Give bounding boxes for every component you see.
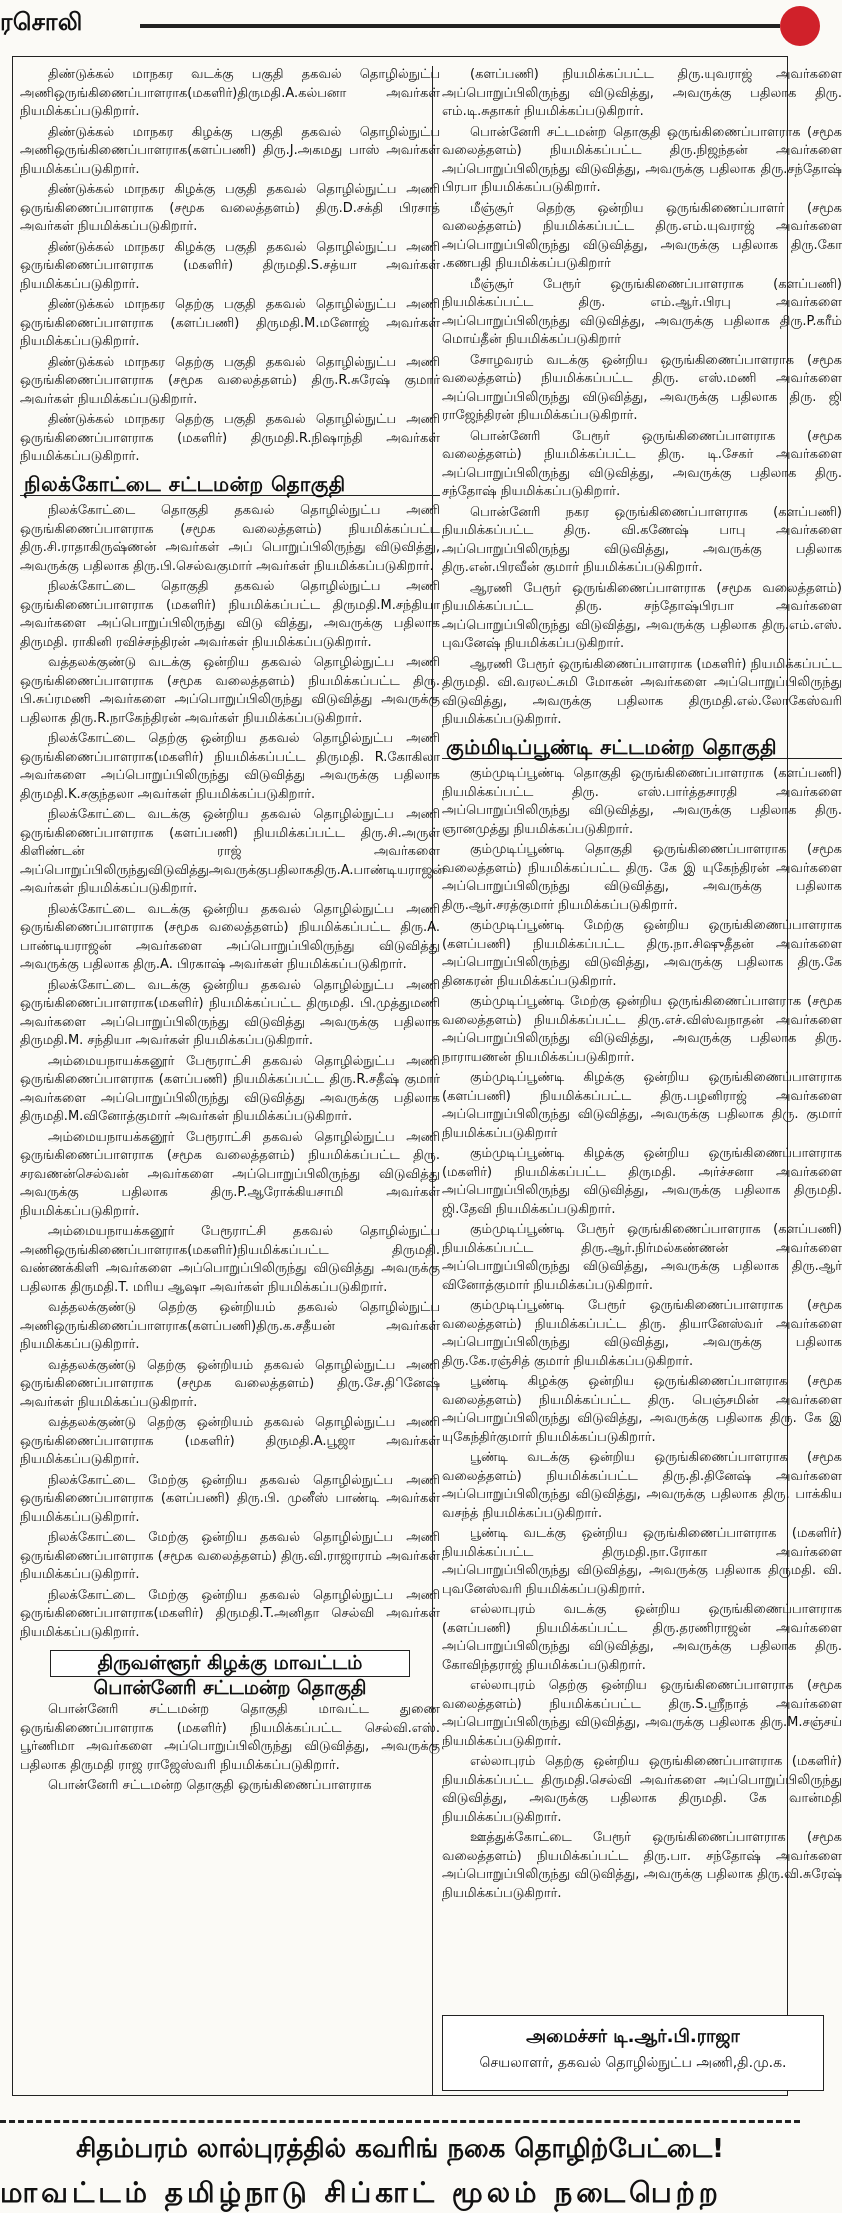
announcement-paragraph: ஊத்துக்கோட்டை பேரூர் ஒருங்கிணைப்பாளராக (சமூக வலைத்தளம்) நியமிக்கப்பட்ட திரு.பா. சந்தோஷ் அவர்களை அப்பொறுப்பிலிருந்து விடுவித்து, அவருக்கு பதிலாக திரு.வி.சுரேஷ் நியமிக்கப்படுகிறார். — [442, 1830, 842, 1901]
announcement-paragraph: கும்முடிப்பூண்டி கிழக்கு ஒன்றிய ஒருங்கிணைப்பாளராக (மகளிர்) நியமிக்கப்பட்ட திருமதி. அர்ச்சனா அவர்களை அப்பொறுப்பிலிருந்து விடுவித்து, அவருக்கு பதிலாக திருமதி. ஜி.தேவி நியமிக்கப்படுகிறார். — [442, 1146, 842, 1217]
announcement-paragraph: பொன்னேரி பேரூர் ஒருங்கிணைப்பாளராக (சமூக வலைத்தளம்) நியமிக்கப்பட்ட திரு. டி.சேகர் அவர்களை அப்பொறுப்பிலிருந்து விடுவித்து, அவருக்கு பதிலாக திரு. சந்தோஷ் நியமிக்கப்படுகிறார். — [442, 428, 842, 499]
announcement-paragraph: ஆரணி பேரூர் ஒருங்கிணைப்பாளராக (மகளிர்) நியமிக்கப்பட்ட திருமதி. வி.வரலட்சுமி மோகன் அவர்களை அப்பொறுப்பிலிருந்து விடுவித்து, அவருக்கு பதிலாக திருமதி.எல்.லோகேஸ்வரி நியமிக்கப்படுகிறார். — [442, 656, 842, 727]
announcement-paragraph: (களப்பணி) நியமிக்கப்பட்ட திரு.யுவராஜ் அவர்களை அப்பொறுப்பிலிருந்து விடுவித்து, அவருக்கு பதிலாக திரு. எம்.டி.சுதாகர் நியமிக்கப்படுகிறார். — [442, 67, 842, 119]
announcement-paragraph: மீஞ்சூர் பேரூர் ஒருங்கிணைப்பாளராக (களப்பணி) நியமிக்கப்பட்ட திரு. எம்.ஆர்.பிரபு அவர்களை அப்பொறுப்பிலிருந்து விடுவித்து, அவருக்கு பதிலாக திரு.P.கரீம் மொய்தீன் நியமிக்கப்படுகிறார் — [442, 276, 842, 347]
cut-off-headline: மாவட்டம் தமிழ்நாடு சிப்காட் மூலம் நடைபெற்ற — [0, 2176, 722, 2209]
announcement-paragraph: திண்டுக்கல் மாநகர தெற்கு பகுதி தகவல் தொழில்நுட்ப அணி ஒருங்கிணைப்பாளராக (களப்பணி) திருமதி.M.மனோஜ் அவர்கள் நியமிக்கப்படுகிறார். — [20, 297, 440, 349]
announcement-paragraph: திண்டுக்கல் மாநகர தெற்கு பகுதி தகவல் தொழில்நுட்ப அணி ஒருங்கிணைப்பாளராக (மகளிர்) திருமதி.R.நிஷாந்தி அவர்கள் நியமிக்கப்படுகிறார். — [20, 412, 440, 464]
announcement-paragraph: எல்லாபுரம் வடக்கு ஒன்றிய ஒருங்கிணைப்பாளராக (களப்பணி) நியமிக்கப்பட்ட திரு.தரணிராஜன் அவர்களை அப்பொறுப்பிலிருந்து விடுவித்து, அவருக்கு பதிலாக திரு. கோவிந்தராஜ் நியமிக்கப்படுகிறார். — [442, 1602, 842, 1673]
announcement-paragraph: நிலக்கோட்டை வடக்கு ஒன்றிய தகவல் தொழில்நுட்ப அணி ஒருங்கிணைப்பாளராக(மகளிர்) நியமிக்கப்பட்ட திருமதி. பி.முத்துமணி அவர்களை அப்பொறுப்பிலிருந்து விடுவித்து அவருக்கு பதிலாக திருமதி.M. சந்தியா அவர்கள் நியமிக்கப்படுகிறார். — [20, 977, 440, 1048]
announcement-paragraph: நிலக்கோட்டை வடக்கு ஒன்றிய தகவல் தொழில்நுட்ப அணி ஒருங்கிணைப்பாளராக (சமூக வலைத்தளம்) நியமிக்கப்பட்ட திரு.A. பாண்டியராஜன் அவர்களை அப்பொறுப்பிலிருந்து விடுவித்து அவருக்கு பதிலாக திரு.A. பிரகாஷ் அவர்கள் நியமிக்கப்படுகிறார். — [20, 901, 440, 972]
header-rule — [140, 24, 780, 28]
announcement-paragraph: கும்முடிப்பூண்டி மேற்கு ஒன்றிய ஒருங்கிணைப்பாளராக (களப்பணி) நியமிக்கப்பட்ட திரு.நா.சிஷுதீதன் அவர்களை அப்பொறுப்பிலிருந்து விடுவித்து, அவருக்கு பதிலாக திரு.கே தினகரன் நியமிக்கப்படுகிறார். — [442, 918, 842, 989]
right-top-paragraphs — [442, 66, 842, 730]
nilakottai-paragraphs — [20, 502, 445, 1642]
announcement-paragraph: நிலக்கோட்டை மேற்கு ஒன்றிய தகவல் தொழில்நுட்ப அணி ஒருங்கிணைப்பாளராக(மகளிர்) திருமதி.T.அனிதா செல்வி அவர்கள் நியமிக்கப்படுகிறார். — [20, 1587, 440, 1640]
constituency-heading-ponneri: பொன்னேரி சட்டமன்ற தொகுதி — [93, 1676, 367, 1699]
announcement-paragraph: அம்மையநாயக்கனூர் பேரூராட்சி தகவல் தொழில்நுட்ப அணி ஒருங்கிணைப்பாளராக (களப்பணி) நியமிக்கப்பட்ட திரு.R.சதீஷ் குமார் அவர்களை அப்பொறுப்பிலிருந்து விடுவித்து அவருக்கு பதிலாக திருமதி.M.வினோத்குமார் அவர்கள் நியமிக்கப்படுகிறார். — [20, 1053, 440, 1124]
announcement-paragraph: திண்டுக்கல் மாநகர தெற்கு பகுதி தகவல் தொழில்நுட்ப அணி ஒருங்கிணைப்பாளராக (சமூக வலைத்தளம்) திரு.R.சுரேஷ் குமார் அவர்கள் நியமிக்கப்படுகிறார். — [20, 354, 440, 407]
announcement-paragraph: எல்லாபுரம் தெற்கு ஒன்றிய ஒருங்கிணைப்பாளராக (சமூக வலைத்தளம்) நியமிக்கப்பட்ட திரு.S.ஸ்ரீநாத் அவர்களை அப்பொறுப்பிலிருந்து விடுவித்து, அவருக்கு பதிலாக திரு.M.சஞ்சய் நியமிக்கப்படுகிறார். — [442, 1678, 842, 1749]
gummidipoondi-paragraphs — [442, 765, 842, 1903]
announcement-paragraph: பூண்டி வடக்கு ஒன்றிய ஒருங்கிணைப்பாளராக (சமூக வலைத்தளம்) நியமிக்கப்பட்ட திரு.தி.தினேஷ் அவர்களை அப்பொறுப்பிலிருந்து விடுவித்து, அவருக்கு பதிலாக திரு. பாக்கிய வசந்த் நியமிக்கப்படுகிறார். — [442, 1450, 842, 1521]
announcement-paragraph: நிலக்கோட்டை தொகுதி தகவல் தொழில்நுட்ப அணி ஒருங்கிணைப்பாளராக (சமூக வலைத்தளம்) நியமிக்கப்பட்ட திரு.சி.ராதாகிருஷ்ணன் அவர்கள் அப் பொறுப்பிலிருந்து விடுவித்து, அவருக்கு பதிலாக திரு.பி.செல்வகுமார் அவர்கள் நியமிக்கப்படுகிறார். — [20, 503, 440, 574]
announcement-paragraph: பொன்னேரி நகர ஒருங்கிணைப்பாளராக (களப்பணி) நியமிக்கப்பட்ட திரு. வி.கணேஷ் பாபு அவர்களை அப்பொறுப்பிலிருந்து விடுவித்து, அவருக்கு பதிலாக திரு.என்.பிரவீன் குமார் நியமிக்கப்படுகிறார். — [442, 504, 842, 575]
left-top-paragraphs — [20, 66, 440, 467]
announcement-paragraph: வத்தலக்குண்டு தெற்கு ஒன்றியம் தகவல் தொழில்நுட்ப அணிஒருங்கிணைப்பாளராக(களப்பணி)திரு.க.சதீயன் அவர்கள் நியமிக்கப்படுகிறார். — [20, 1300, 440, 1352]
section-heading-gummidipoondi: கும்மிடிப்பூண்டி சட்டமன்ற தொகுதி — [442, 736, 842, 760]
announcement-paragraph: திண்டுக்கல் மாநகர கிழக்கு பகுதி தகவல் தொழில்நுட்ப அணிஒருங்கிணைப்பாளராக(களப்பணி) திரு.J.அகமது பாஸ் அவர்கள் நியமிக்கப்படுகிறார். — [20, 124, 440, 177]
announcement-paragraph: நிலக்கோட்டை வடக்கு ஒன்றிய தகவல் தொழில்நுட்ப அணி ஒருங்கிணைப்பாளராக (களப்பணி) நியமிக்கப்பட்ட திரு.சி.அருள் கிளிண்டன் ராஜ் அவர்களை அப்பொறுப்பிலிருந்துவிடுவித்துஅவருக்குபதிலாகதிரு.A.பாண்டியராஜன் அவர்கள் நியமிக்கப்படுகிறார். — [20, 807, 445, 896]
announcement-paragraph: கும்முடிப்பூண்டி தொகுதி ஒருங்கிணைப்பாளராக (களப்பணி) நியமிக்கப்பட்ட திரு. எஸ்.பார்த்தசாரதி அவர்களை அப்பொறுப்பிலிருந்து விடுவித்து, அவருக்கு பதிலாக திரு. ஞானமுத்து நியமிக்கப்படுகிறார். — [442, 766, 842, 837]
announcement-paragraph: வத்தலக்குண்டு தெற்கு ஒன்றியம் தகவல் தொழில்நுட்ப அணி ஒருங்கிணைப்பாளராக (மகளிர்) திருமதி.A.பூஜா அவர்கள் நியமிக்கப்படுகிறார். — [20, 1415, 440, 1467]
announcement-paragraph: நிலக்கோட்டை மேற்கு ஒன்றிய தகவல் தொழில்நுட்ப அணி ஒருங்கிணைப்பாளராக (களப்பணி) திரு.பி. முனீஸ் பாண்டி அவர்கள் நியமிக்கப்படுகிறார். — [20, 1472, 440, 1525]
announcement-paragraph: எல்லாபுரம் தெற்கு ஒன்றிய ஒருங்கிணைப்பாளராக (மகளிர்) நியமிக்கப்பட்ட திருமதி.செல்வி அவர்களை அப்பொறுப்பிலிருந்து விடுவித்து, அவருக்கு பதிலாக திருமதி. கே வான்மதி நியமிக்கப்படுகிறார். — [442, 1754, 842, 1825]
announcement-paragraph: பொன்னேரி சட்டமன்ற தொகுதி ஒருங்கிணைப்பாளராக (சமூக வலைத்தளம்) நியமிக்கப்பட்ட திரு.நிஜந்தன் அவர்களை அப்பொறுப்பிலிருந்து விடுவித்து, அவருக்கு பதிலாக திரு.சந்தோஷ் பிரபா நியமிக்கப்படுகிறார். — [442, 124, 842, 195]
announcement-paragraph: சோழவரம் வடக்கு ஒன்றிய ஒருங்கிணைப்பாளராக (சமூக வலைத்தளம்) நியமிக்கப்பட்ட திரு. எஸ்.மணி அவர்களை அப்பொறுப்பிலிருந்து விடுவித்து, அவருக்கு பதிலாக திரு. ஜி ராஜேந்திரன் நியமிக்கப்படுகிறார். — [442, 352, 842, 423]
announcement-paragraph: மீஞ்சூர் தெற்கு ஒன்றிய ஒருங்கிணைப்பாளர் (சமூக வலைத்தளம்) நியமிக்கப்பட்ட திரு.எம்.யுவராஜ் அவர்களை அப்பொறுப்பிலிருந்து விடுவித்து, அவருக்கு பதிலாக திரு.கோ .கணபதி நியமிக்கப்படுகிறார் — [442, 200, 842, 271]
right-column — [442, 66, 842, 2091]
announcement-paragraph: ஆரணி பேரூர் ஒருங்கிணைப்பாளராக (சமூக வலைத்தளம்) நியமிக்கப்பட்ட திரு. சந்தோஷ்பிரபா அவர்களை அப்பொறுப்பிலிருந்து விடுவித்து, அவருக்கு பதிலாக திரு.எம்.எஸ். புவனேஷ் நியமிக்கப்படுகிறார். — [442, 580, 842, 651]
announcement-paragraph: திண்டுக்கல் மாநகர வடக்கு பகுதி தகவல் தொழில்நுட்ப அணிஒருங்கிணைப்பாளராக(மகளிர்)திருமதி.A.கல்பனா அவர்கள் நியமிக்கப்படுகிறார். — [20, 67, 440, 119]
left-column — [20, 66, 445, 2091]
announcement-paragraph: கும்முடிப்பூண்டி கிழக்கு ஒன்றிய ஒருங்கிணைப்பாளராக (களப்பணி) நியமிக்கப்பட்ட திரு.பழனிராஜ் அவர்களை அப்பொறுப்பிலிருந்து விடுவித்து, அவருக்கு பதிலாக திரு. குமார் நியமிக்கப்படுகிறார் — [442, 1070, 842, 1141]
announcement-paragraph: நிலக்கோட்டை மேற்கு ஒன்றிய தகவல் தொழில்நுட்ப அணி ஒருங்கிணைப்பாளராக (சமூக வலைத்தளம்) திரு.வி.ராஜாராம் அவர்கள் நியமிக்கப்படுகிறார். — [20, 1530, 440, 1582]
announcement-paragraph: கும்முடிப்பூண்டி மேற்கு ஒன்றிய ஒருங்கிணைப்பாளராக (சமூக வலைத்தளம்) நியமிக்கப்பட்ட திரு.எச்.விஸ்வநாதன் அவர்களை அப்பொறுப்பிலிருந்து விடுவித்து, அவருக்கு பதிலாக திரு. நாராயணன் நியமிக்கப்படுகிறார். — [442, 994, 842, 1065]
announcement-paragraph: அம்மையநாயக்கனூர் பேரூராட்சி தகவல் தொழில்நுட்ப அணி ஒருங்கிணைப்பாளராக (சமூக வலைத்தளம்) நியமிக்கப்பட்ட திரு. சரவணன்செல்வன் அவர்களை அப்பொறுப்பிலிருந்து விடுவித்து அவருக்கு பதிலாக திரு.P.ஆரோக்கியசாமி அவர்கள் நியமிக்கப்படுகிறார். — [20, 1129, 440, 1219]
announcement-paragraph: கும்முடிப்பூண்டி தொகுதி ஒருங்கிணைப்பாளராக (சமூக வலைத்தளம்) நியமிக்கப்பட்ட திரு. கே இ யுகேந்திரன் அவர்களை அப்பொறுப்பிலிருந்து விடுவித்து, அவருக்கு பதிலாக திரு.ஆர்.சரத்குமார் நியமிக்கப்படுகிறார். — [442, 842, 842, 913]
announcement-paragraph: பூண்டி வடக்கு ஒன்றிய ஒருங்கிணைப்பாளராக (மகளிர்) நியமிக்கப்பட்ட திருமதி.நா.ரோகா அவர்களை அப்பொறுப்பிலிருந்து விடுவித்து, அவருக்கு பதிலாக திருமதி. வி. புவனேஸ்வரி நியமிக்கப்படுகிறார். — [442, 1526, 842, 1597]
minister-role: செயலாளர், தகவல் தொழில்நுட்ப அணி,தி.மு.க. — [479, 2055, 787, 2071]
announcement-paragraph: கும்முடிப்பூண்டி பேரூர் ஒருங்கிணைப்பாளராக (களப்பணி) நியமிக்கப்பட்ட திரு.ஆர்.நிர்மல்கண்ணன் அவர்களை அப்பொறுப்பிலிருந்து விடுவித்து, அவருக்கு பதிலாக திரு.ஆர் வினோத்குமார் நியமிக்கப்படுகிறார். — [442, 1222, 842, 1293]
announcement-paragraph: கும்முடிப்பூண்டி பேரூர் ஒருங்கிணைப்பாளராக (சமூக வலைத்தளம்) நியமிக்கப்பட்ட திரு. தியானேஸ்வர் அவர்களை அப்பொறுப்பிலிருந்து விடுவித்து, அவருக்கு பதிலாக திரு.கே.ரஞ்சித் குமார் நியமிக்கப்படுகிறார். — [442, 1298, 842, 1369]
announcement-paragraph: பூண்டி கிழக்கு ஒன்றிய ஒருங்கிணைப்பாளராக (சமூக வலைத்தளம்) நியமிக்கப்பட்ட திரு. பெஞ்சமின் அவர்களை அப்பொறுப்பிலிருந்து விடுவித்து, அவருக்கு பதிலாக திரு. கே இ யுகேந்திர்குமார் நியமிக்கப்படுகிறார். — [442, 1374, 842, 1445]
announcement-paragraph: நிலக்கோட்டை தெற்கு ஒன்றிய தகவல் தொழில்நுட்ப அணி ஒருங்கிணைப்பாளராக(மகளிர்) நியமிக்கப்பட்ட திருமதி. R.கோகிலா அவர்களை அப்பொறுப்பிலிருந்து விடுவித்து அவருக்கு பதிலாக திருமதி.K.சகுந்தலா அவர்கள் நியமிக்கப்படுகிறார். — [20, 731, 440, 802]
newspaper-logo-icon — [780, 6, 820, 46]
banner-dashed-rule — [0, 2120, 800, 2123]
announcement-paragraph: பொன்னேரி சட்டமன்ற தொகுதி ஒருங்கிணைப்பாளராக — [48, 1778, 372, 1793]
announcement-paragraph: திண்டுக்கல் மாநகர கிழக்கு பகுதி தகவல் தொழில்நுட்ப அணி ஒருங்கிணைப்பாளராக (மகளிர்) திருமதி.S.சத்யா அவர்கள் நியமிக்கப்படுகிறார். — [20, 239, 440, 292]
announcement-paragraph: வத்தலக்குண்டு தெற்கு ஒன்றியம் தகவல் தொழில்நுட்ப அணி ஒருங்கிணைப்பாளராக (சமூக வலைத்தளம்) திரு.சே.திினேஷ் அவர்கள் நியமிக்கப்படுகிறார். — [20, 1357, 440, 1410]
page-header — [0, 0, 800, 50]
section-heading-nilakottai: நிலக்கோட்டை சட்டமன்ற தொகுதி — [20, 473, 440, 497]
minister-name: அமைச்சர் டி.ஆர்.பி.ராஜா — [526, 2026, 740, 2047]
announcement-paragraph: திண்டுக்கல் மாநகர கிழக்கு பகுதி தகவல் தொழில்நுட்ப அணி ஒருங்கிணைப்பாளராக (சமூக வலைத்தளம்) திரு.D.சக்தி பிரசாத் அவர்கள் நியமிக்கப்படுகிறார். — [20, 182, 440, 234]
signature-box — [442, 2015, 824, 2091]
announcement-paragraph: நிலக்கோட்டை தொகுதி தகவல் தொழில்நுட்ப அணி ஒருங்கிணைப்பாளராக (மகளிர்) நியமிக்கப்பட்ட திருமதி.M.சந்தியா அவர்களை அப்பொறுப்பிலிருந்து விடு வித்து, அவருக்கு பதிலாக திருமதி. ராகினி ரவிச்சந்திரன் அவர்கள் நியமிக்கப்படுகிறார். — [20, 579, 440, 650]
banner-headline: சிதம்பரம் லால்புரத்தில் கவரிங் நகை தொழிற்பேட்டை! — [75, 2134, 725, 2164]
ponneri-paragraphs — [20, 1701, 440, 1796]
announcement-paragraph: அம்மையநாயக்கனூர் பேரூராட்சி தகவல் தொழில்நுட்ப அணிஒருங்கிணைப்பாளராக(மகளிர்)நியமிக்கப்பட்ட திருமதி. வண்ணக்கிளி அவர்களை அப்பொறுப்பிலிருந்து விடுவித்து அவருக்கு பதிலாக திருமதி.T. மரிய ஆஷா அவர்கள் நியமிக்கப்படுகிறார். — [20, 1224, 440, 1295]
announcement-paragraph: பொன்னேரி சட்டமன்ற தொகுதி மாவட்ட துணை ஒருங்கிணைப்பாளராக (மகளிர்) நியமிக்கப்பட்ட செல்வி.எஸ். பூர்ணிமா அவர்களை அப்பொறுப்பிலிருந்து விடுவித்து, அவருக்கு பதிலாக திருமதி ராஜ ராஜேஸ்வரி நியமிக்கப்படுகிறார். — [20, 1702, 440, 1773]
district-heading: திருவள்ளூர் கிழக்கு மாவட்டம் — [50, 1650, 410, 1677]
bottom-banner — [0, 2120, 800, 2209]
newspaper-name: ரசொலி — [0, 8, 83, 36]
announcement-paragraph: வத்தலக்குண்டு வடக்கு ஒன்றிய தகவல் தொழில்நுட்ப அணி ஒருங்கிணைப்பாளராக (சமூக வலைத்தளம்) நியமிக்கப்பட்ட திரு. பி.சுப்ரமணி அவர்களை அப்பொறுப்பிலிருந்து விடுவித்து அவருக்கு பதிலாக திரு.R.நாகேந்திரன் அவர்கள் நியமிக்கப்படுகிறார். — [20, 655, 440, 726]
